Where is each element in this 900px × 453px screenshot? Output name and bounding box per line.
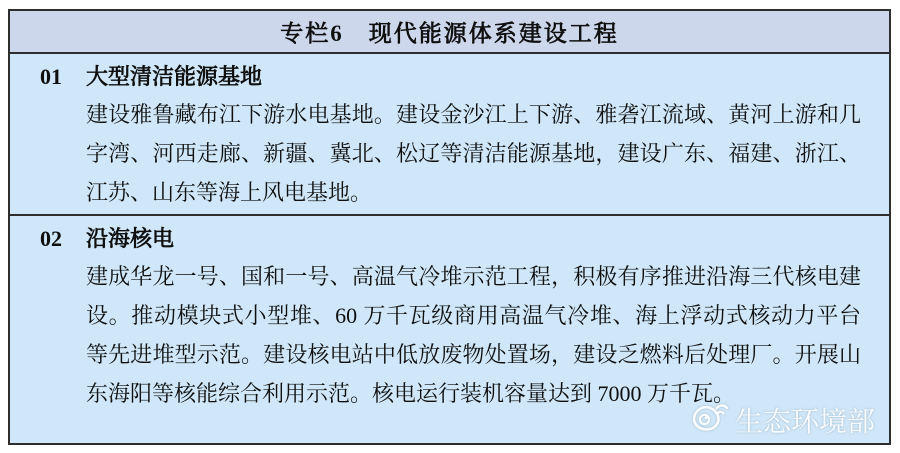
section-heading: 大型清洁能源基地	[86, 64, 263, 89]
feature-box	[8, 9, 891, 445]
section-heading: 沿海核电	[86, 226, 175, 251]
section-number: 01	[40, 64, 62, 89]
section-01	[10, 54, 889, 214]
section-01-head	[40, 60, 861, 93]
section-paragraph: 建设雅鲁藏布江下游水电基地。建设金沙江上下游、雅砻江流域、黄河上游和几字湾、河西走廊、新疆、冀北、松辽等清洁能源基地，建设广东、福建、浙江、江苏、山东等海上风电基地。	[86, 102, 861, 205]
watermark-label: 生态环境部	[734, 407, 875, 438]
box-body	[10, 54, 889, 415]
section-02-head	[40, 222, 861, 255]
section-02	[10, 216, 889, 415]
section-paragraph: 建成华龙一号、国和一号、高温气冷堆示范工程，积极有序推进沿海三代核电建设。推动模块式小型堆、60 万千瓦级商用高温气冷堆、海上浮动式核动力平台等先进堆型示范。建设核电站中低放废物处置场，建设乏燃料后处理厂。开展山东海阳等核能综合利用示范。核电运行装机容量达到 7000 万千瓦。	[86, 264, 861, 406]
section-number: 02	[40, 226, 62, 251]
box-title: 专栏6 现代能源体系建设工程	[10, 11, 889, 54]
